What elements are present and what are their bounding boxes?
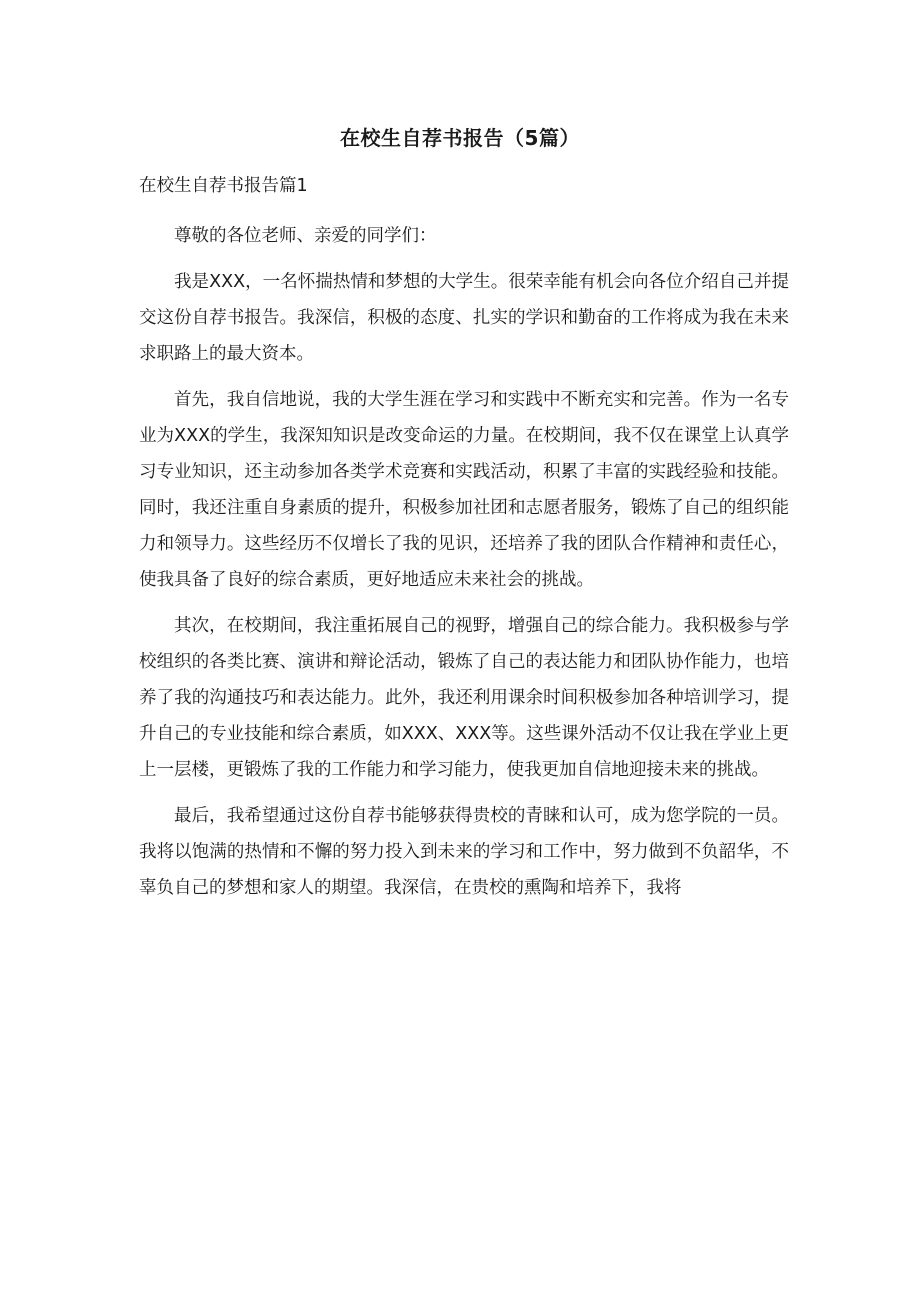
second-point-paragraph: 其次，在校期间，我注重拓展自己的视野，增强自己的综合能力。我积极参与学校组织的各类比赛、演讲和辩论活动，锻炼了自己的表达能力和团队协作能力，也培养了我的沟通技巧和表达能力。此外，我还利用课余时间积极参加各种培训学习，提升自己的专业技能和综合素质，如XXX、XXX等。这些课外活动不仅让我在学业上更上一层楼，更锻炼了我的工作能力和学习能力，使我更加自信地迎接未来的挑战。	[139, 616, 789, 780]
intro-paragraph: 我是XXX，一名怀揣热情和梦想的大学生。很荣幸能有机会向各位介绍自己并提交这份自荐书报告。我深信，积极的态度、扎实的学识和勤奋的工作将成为我在未来求职路上的最大资本。	[139, 272, 789, 364]
closing-paragraph: 最后，我希望通过这份自荐书能够获得贵校的青睐和认可，成为您学院的一员。我将以饱满的热情和不懈的努力投入到未来的学习和工作中，努力做到不负韶华，不辜负自己的梦想和家人的期望。我深信，在贵校的熏陶和培养下，我将	[139, 806, 789, 898]
salutation-paragraph: 尊敬的各位老师、亲爱的同学们：	[174, 226, 437, 246]
document-body	[139, 218, 789, 916]
first-point-paragraph: 首先，我自信地说，我的大学生涯在学习和实践中不断充实和完善。作为一名专业为XXX的学生，我深知知识是改变命运的力量。在校期间，我不仅在课堂上认真学习专业知识，还主动参加各类学术竞赛和实践活动，积累了丰富的实践经验和技能。同时，我还注重自身素质的提升，积极参加社团和志愿者服务，锻炼了自己的组织能力和领导力。这些经历不仅增长了我的见识，还培养了我的团队合作精神和责任心，使我具备了良好的综合素质，更好地适应未来社会的挑战。	[139, 390, 789, 590]
section-heading: 在校生自荐书报告篇1	[139, 176, 308, 196]
document-title: 在校生自荐书报告（5篇）	[340, 126, 580, 150]
